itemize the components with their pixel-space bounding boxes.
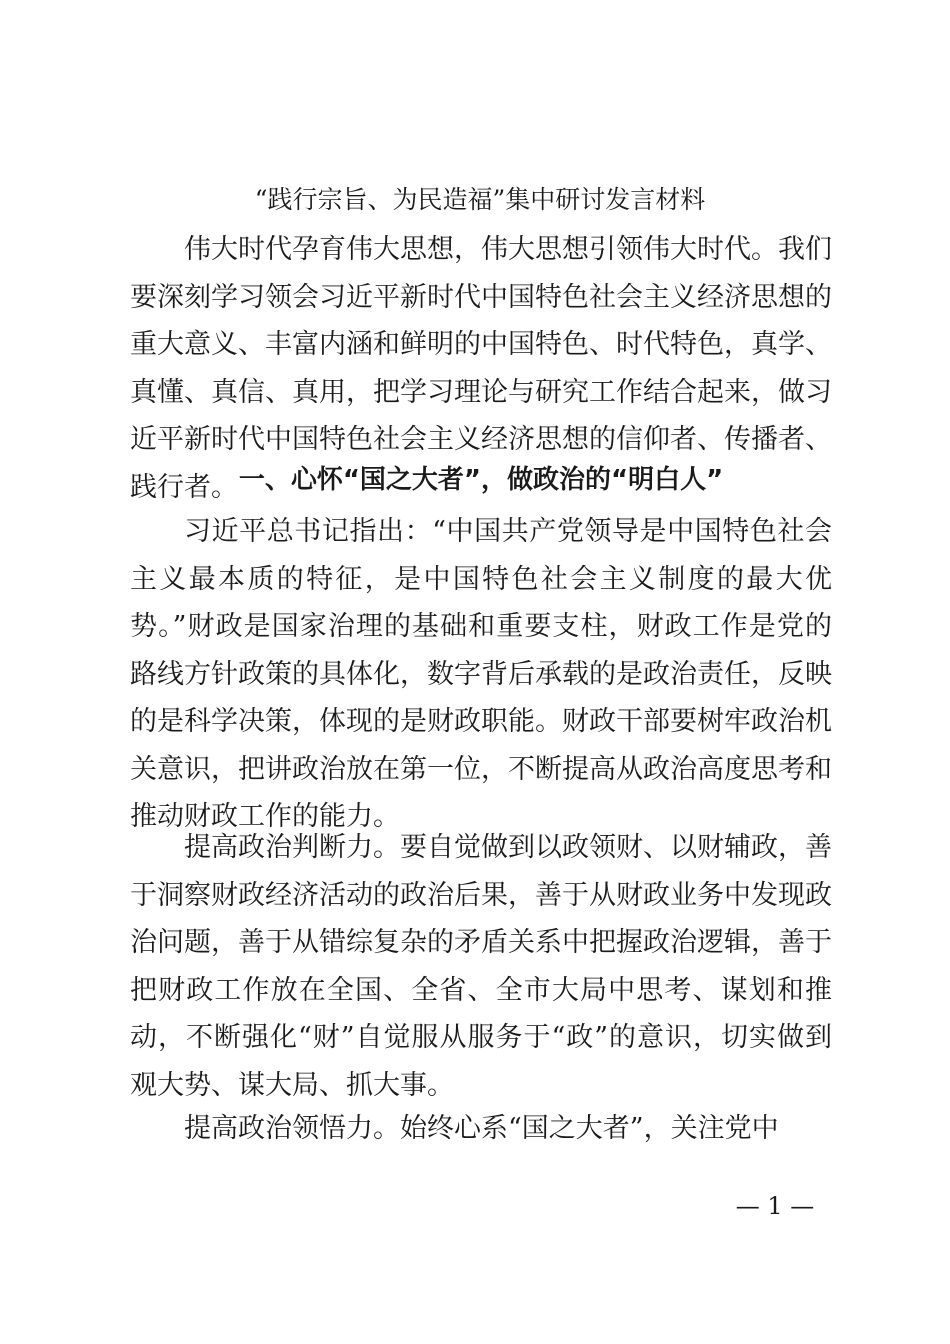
body-paragraph: 习近平总书记指出：“中国共产党领导是中国特色社会主义最本质的特征，是中国特色社会主义制度的最大优势。”财政是国家治理的基础和重要支柱，财政工作是党的路线方针政策的具体化，数字背后承载的是政治责任，反映的是科学决策，体现的是财政职能。财政干部要树牢政治机关意识，把讲政治放在第一位，不断提高从政治高度思考和推动财政工作的能力。 bbox=[130, 516, 832, 832]
intro-paragraph: 伟大时代孕育伟大思想，伟大思想引领伟大时代。我们要深刻学习领会习近平新时代中国特色社会主义经济思想的重大意义、丰富内涵和鲜明的中国特色、时代特色，真学、真懂、真信、真用，把学习理论与研究工作结合起来，做习近平新时代中国特色社会主义经济思想的信仰者、传播者、践行者。 bbox=[130, 234, 832, 503]
document-title: “践行宗旨、为民造福”集中研讨发言材料 bbox=[254, 185, 706, 214]
body-paragraph: 提高政治判断力。要自觉做到以政领财、以财辅政，善于洞察财政经济活动的政治后果，善于从财政业务中发现政治问题，善于从错综复杂的矛盾关系中把握政治逻辑，善于把财政工作放在全国、全省、全市大局中思考、谋划和推动，不断强化“财”自觉服从服务于“政”的意识，切实做到观大势、谋大局、抓大事。 bbox=[130, 832, 832, 1101]
page-number: — 1 — bbox=[735, 1192, 815, 1220]
body-paragraph: 提高政治领悟力。始终心系“国之大者”，关注党中 bbox=[184, 1113, 779, 1144]
section-heading: 一、心怀“国之大者”，做政治的“明白人” bbox=[238, 465, 724, 495]
